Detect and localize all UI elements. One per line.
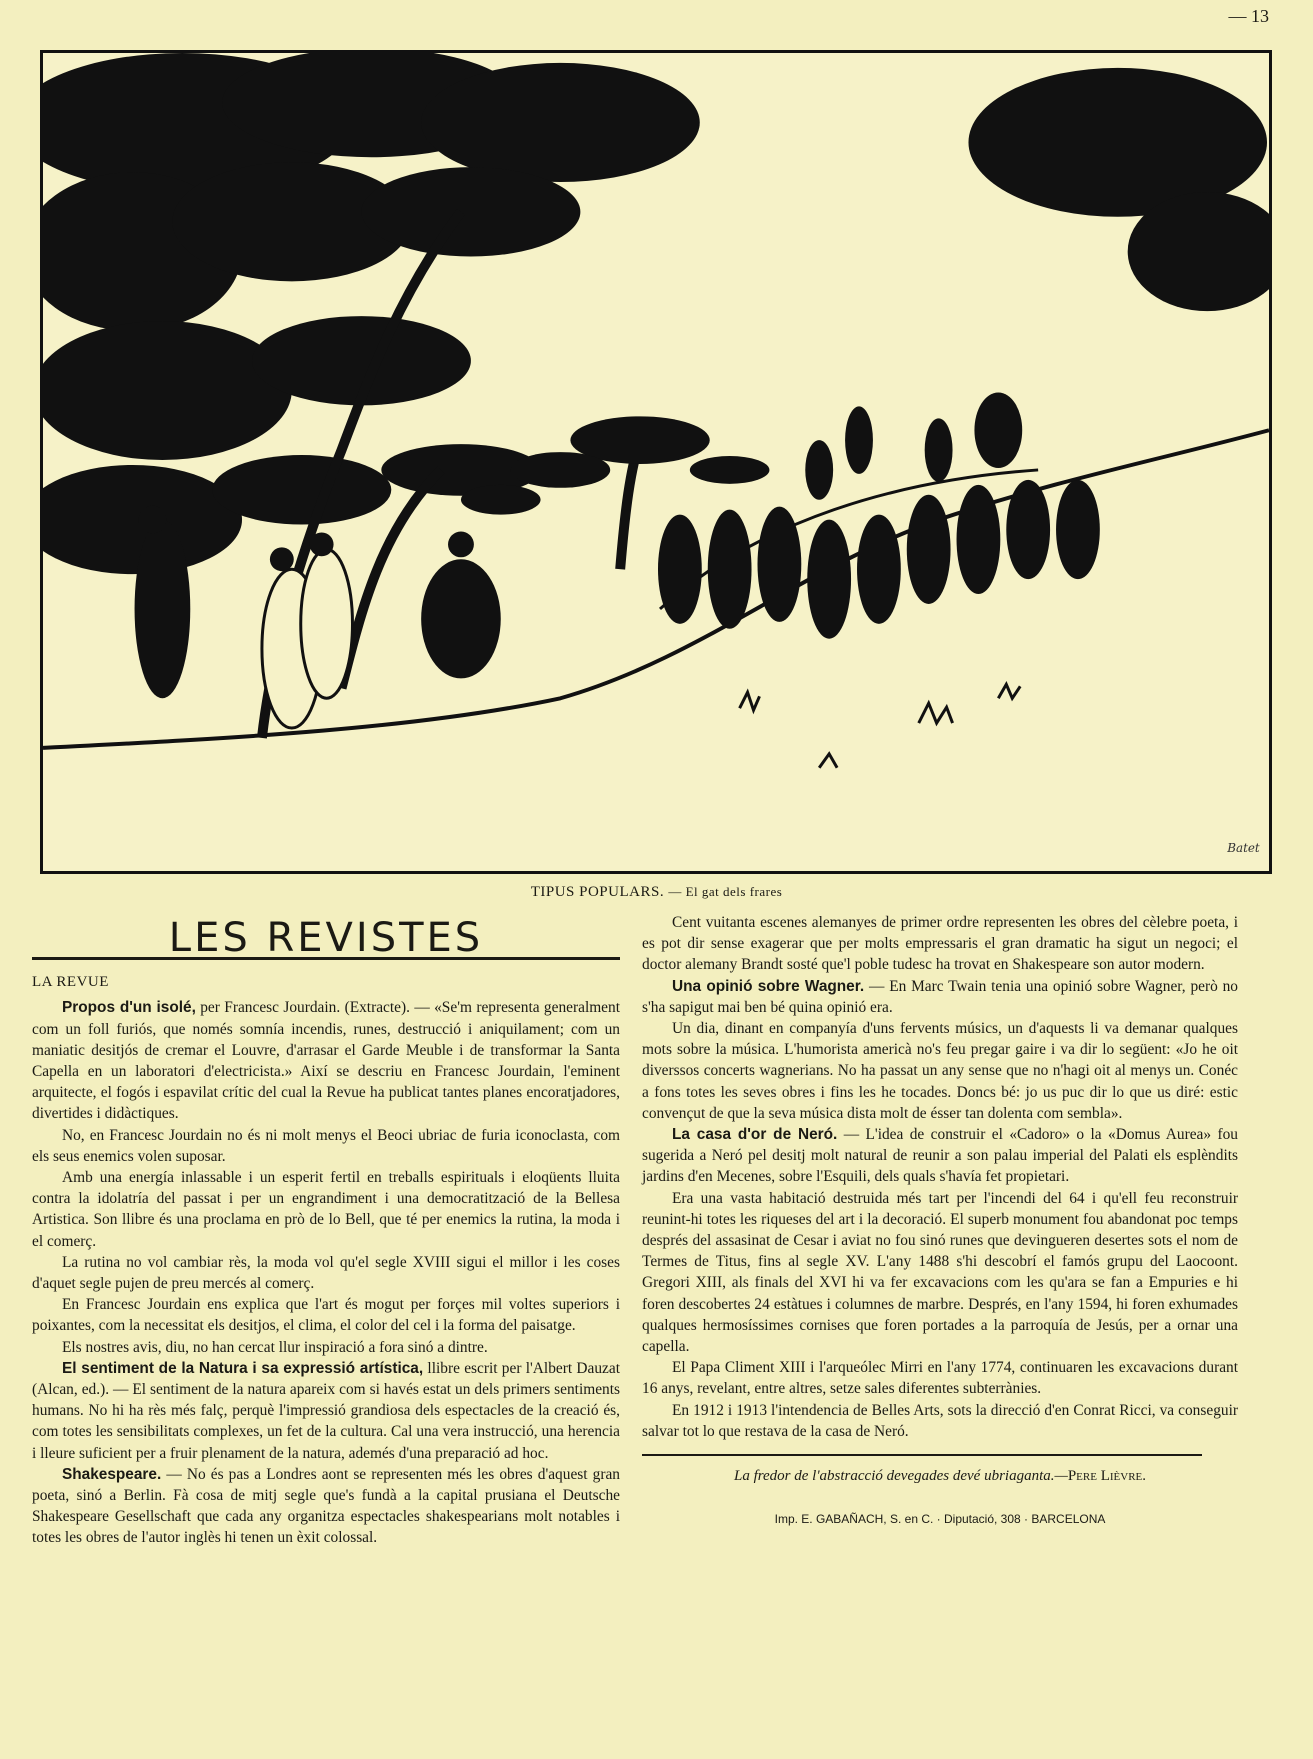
subsection-heading: LA REVUE (32, 974, 109, 991)
right-paragraphs (642, 912, 1238, 1442)
paragraph (32, 1337, 620, 1358)
paragraph-text: — En Marc Twain tenia una opinió sobre Wagner, però no s'ha sapigut mai ben bé quina opinió era. (642, 977, 1239, 1016)
illustration (40, 50, 1272, 874)
paragraph (32, 1125, 620, 1167)
caption-main: TIPUS POPULARS. (530, 884, 665, 900)
paragraph (32, 1358, 620, 1464)
illustration-drawing (43, 53, 1269, 871)
paragraph (642, 1018, 1238, 1124)
paragraph (32, 1252, 620, 1294)
printer-imprint: Imp. E. GABAÑACH, S. en C. · Diputació, 308 · BARCELONA (774, 1512, 1106, 1527)
paragraph (642, 1188, 1238, 1358)
caption-sub: — El gat dels frares (668, 884, 783, 899)
paragraph-text: Un dia, dinant en companyía d'uns fervents músics, un d'aquests li va demanar qualques mots sobre la música. L'humorista americà no's feu pregar gaire i va dir lo següent: «Jo he oit diverssos concerts wagnerians. No ha passat un any sense que no n'hagi oit al menys un. Conéc a fons totes les seves obres i fins les he tocades. Doncs bé: jo us puc dir lo que us diré: estic convençut de que la seva música dista molt de ésser tan dolenta com sembla». (642, 1020, 1238, 1122)
right-column (642, 912, 1238, 1530)
quote-text: La fredor de l'abstracció devegades devé ubriaganta.— (733, 1468, 1068, 1485)
paragraph-lead: Propos d'un isolé, (62, 999, 196, 1017)
left-tree-foliage (43, 53, 700, 574)
paragraph-lead: Shakespeare. (62, 1465, 162, 1483)
paragraph-text: En Francesc Jourdain ens explica que l'art és mogut per forçes mil voltes superiors i poixantes, com la necessitat els desitjos, el clima, el color del cel i la forma del paisatge. (32, 1296, 620, 1335)
section-title: LES REVISTES (168, 915, 484, 961)
paragraph-lead: El sentiment de la Natura i sa expressió artística, (62, 1359, 424, 1377)
paragraph-text: Els nostres avis, diu, no han cercat llur inspiració a fora sinó a dintre. (62, 1338, 488, 1356)
paragraph (642, 1400, 1238, 1442)
paragraph (642, 976, 1238, 1018)
paragraph-text: Era una vasta habitació destruida més tart per l'incendi del 64 i qu'ell feu reconstruir reunint-hi totes les riqueses del art i la decoració. El superb monument fou abandonat poc temps després del assasinat de Cesar i aviat no fou sinó runes que devingueren desertes sots el nom de Termes de Titus, fins al segle XV. L'any 1488 s'hi descobrí el famós grupu del Laocoont. Gregori XIII, als finals del XVI hi va fer excavacions com les qu'ara se fan a Empuries e hi foren descobertes 24 estàtues i columnes de marbre. Després, en l'any 1594, hi foren exhumades qualques hermosíssimes cornises que foren portades a la parroquía de Jesús, per a ornar una capella. (642, 1189, 1238, 1356)
left-paragraphs (32, 997, 620, 1548)
closing-quote (642, 1466, 1238, 1487)
left-column (32, 912, 620, 1549)
paragraph-text: La rutina no vol cambiar rès, la moda vol qu'el segle XVIII sigui el millor i les coses d'aquet segle pujen de preu mercés al comerç. (32, 1253, 620, 1293)
paragraph-text: No, en Francesc Jourdain no és ni molt menys el Beoci ubriac de furia iconoclasta, com els seus enemics volen suposar. (32, 1126, 620, 1165)
paragraph (32, 1464, 620, 1549)
paragraph-text: — L'idea de construir el «Cadoro» o la «Domus Aurea» fou sugerida a Neró pel desitj molt natural de reunir a son palau imperial del Palati els esplèndits jardins d'en Mecenes, sobre l'Esquili, dels quals s'havía fet propietari. (642, 1126, 1238, 1186)
paragraph-text: Amb una energía inlassable i un esperit fertil en treballs espirituals i eloqüents lluita contra la idolatría del passat i per un engrandiment i una democratització de la Bellesa Artistica. Son llibre és una proclama en prò de lo Bell, que té per enemics la rutina, la moda i el comerç. (32, 1169, 620, 1250)
paragraph-text: llibre escrit per l'Albert Dauzat (Alcan, ed.). — El sentiment de la natura apareix com si havés estat un dels primers sentiments humans. No hi ha rès més falç, perquè l'impressió grandiosa dels espectacles de la creació és, com totes les sensibilitats complexes, un fet de la cultura. Cal una vera instrucció, una herencia i lleure suficient per a fruir plenament de la natura, ademés d'una preparació ad hoc. (32, 1359, 620, 1462)
illustration-caption (0, 884, 1313, 901)
grass-tufts (740, 684, 1021, 767)
paragraph (32, 1167, 620, 1252)
paragraph (32, 997, 620, 1124)
paragraph-lead: La casa d'or de Neró. (672, 1126, 838, 1144)
paragraph-text: per Francesc Jourdain. (Extracte). — «Se'm representa generalment com un foll furiós, que només somnía incendis, runes, destrucció i aniquilament; com un maniatic desitjós de cremar el Louvre, d'arrasar el Garde Meuble i de transformar la Santa Capella en un laboratori d'electricista.» Així se descriu en Francesc Jourdain, l'eminent arquitecte, el fogós i espavilat crític del cual la Revue ha publicat tantes planes encoratjadores, divertides i didàctiques. (32, 999, 620, 1123)
paragraph-text: Cent vuitanta escenes alemanyes de primer ordre representen les obres del cèlebre poeta, i es pot dir sense exagerar que per molts empressaris el gran dramatic ha sigut un negoci; el doctor alemany Brandt sosté que'l poble tudesc ha trovat en Shakespeare son autor modern. (642, 914, 1238, 974)
closing-rule (642, 1454, 1202, 1456)
paragraph (642, 1124, 1238, 1188)
paragraph-lead: Una opinió sobre Wagner. (672, 977, 865, 995)
paragraph (32, 1294, 620, 1336)
paragraph-text: El Papa Climent XIII i l'arqueólec Mirri en l'any 1774, continuaren les excavacions durant 16 anys, revelant, entre altres, setze sales diferentes subterrànies. (642, 1359, 1238, 1398)
paragraph-text: En 1912 i 1913 l'intendencia de Belles Arts, sots la direcció d'en Conrat Ricci, va conseguir salvar tot lo que restava de la casa de Neró. (642, 1401, 1238, 1440)
quote-author: Pere Lièvre. (1067, 1468, 1147, 1485)
paragraph (642, 912, 1238, 976)
paragraph (642, 1357, 1238, 1399)
paragraph-text: — No és pas a Londres aont se representen més les obres d'aquest gran poeta, sinó a Berlin. Fà cosa de mitj segle que's fundà a la capital prusiana el Deutsche Shakespeare Gesellschaft que cada any organitza espectacles shakespearians molt notables i totes les obres de l'autor inglès hi tenen un èxit colossal. (32, 1465, 620, 1547)
artist-signature: Batet (1227, 841, 1260, 856)
page-number: — 13 (1228, 6, 1269, 26)
